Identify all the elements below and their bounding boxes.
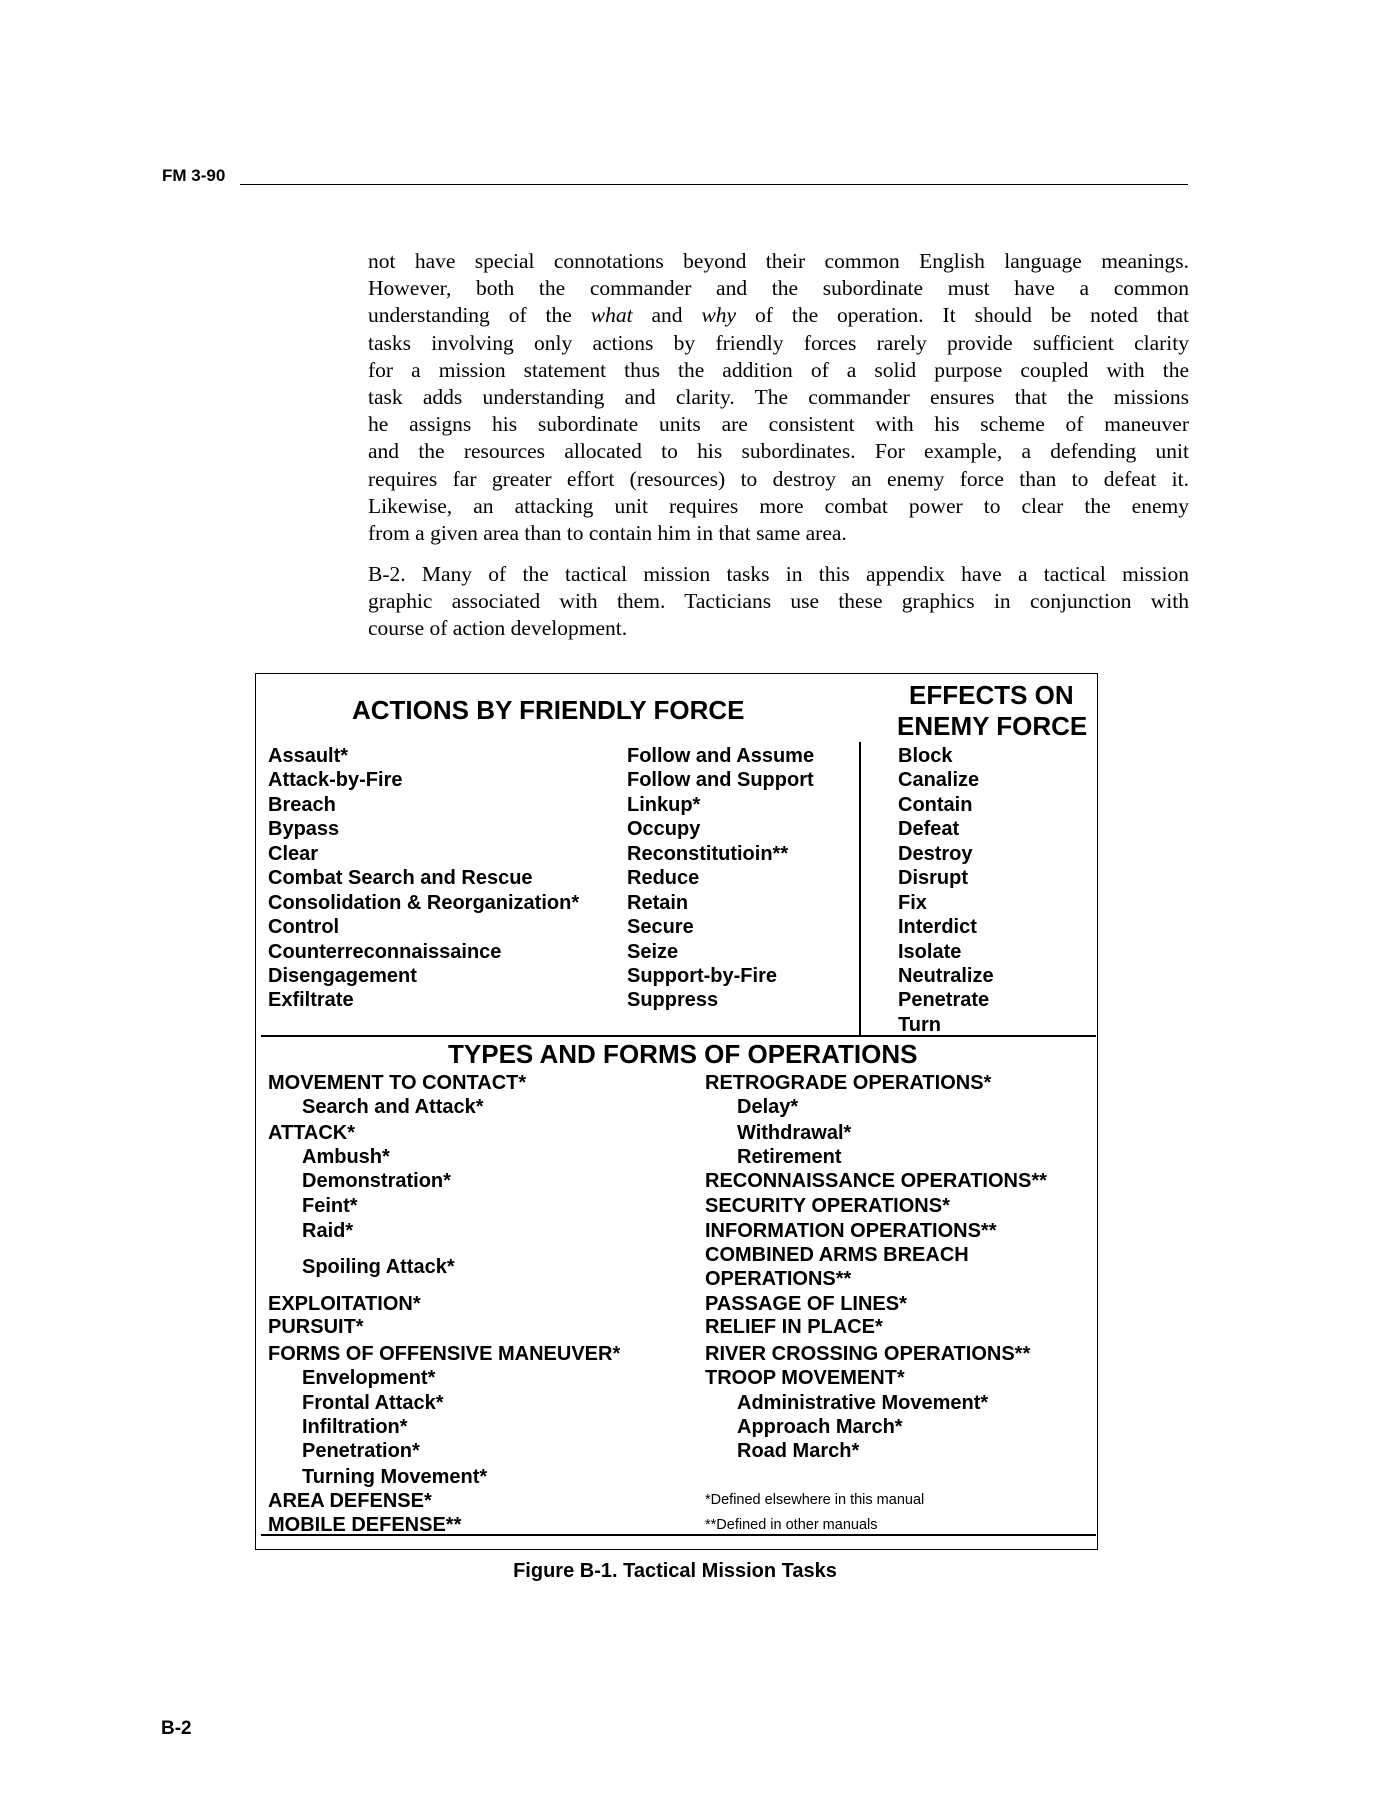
operation-item: MOBILE DEFENSE** — [268, 1514, 462, 1536]
effects-heading-line2: ENEMY FORCE — [897, 711, 1088, 741]
effect-item: Turn — [898, 1014, 941, 1036]
types-heading: TYPES AND FORMS OF OPERATIONS — [448, 1039, 918, 1069]
action-item: Follow and Support — [627, 769, 814, 791]
operation-item: Delay* — [737, 1096, 799, 1118]
operation-item: Demonstration* — [302, 1170, 451, 1192]
text-line: Likewise, an attacking unit requires more combat power to clear the enemy — [368, 493, 1189, 518]
running-header: FM 3-90 — [162, 166, 226, 185]
text-line: course of action development. — [368, 616, 628, 641]
operation-item: RETROGRADE OPERATIONS* — [705, 1072, 992, 1094]
operation-item: Infiltration* — [302, 1416, 408, 1438]
action-item: Control — [268, 916, 340, 938]
operation-item: FORMS OF OFFENSIVE MANEUVER* — [268, 1343, 621, 1365]
action-item: Reduce — [627, 867, 700, 889]
text-line: However, both the commander and the subordinate must have a common — [368, 276, 1189, 301]
effect-item: Isolate — [898, 941, 962, 963]
action-item: Assault* — [268, 745, 349, 767]
text-line: graphic associated with them. Tacticians use these graphics in conjunction with — [368, 589, 1189, 614]
operation-item: Raid* — [302, 1220, 354, 1242]
operation-item: Road March* — [737, 1440, 860, 1462]
emphasis-text: why — [701, 303, 737, 328]
action-item: Breach — [268, 794, 336, 816]
body-paragraph-2 — [368, 561, 1189, 643]
action-item: Counterreconnaissaince — [268, 941, 502, 963]
effect-item: Defeat — [898, 818, 960, 840]
operation-item: Spoiling Attack* — [302, 1256, 455, 1278]
footnote: **Defined in other manuals — [705, 1517, 878, 1533]
footnote: *Defined elsewhere in this manual — [705, 1492, 925, 1508]
action-item: Occupy — [627, 818, 701, 840]
operation-item: Turning Movement* — [302, 1466, 488, 1488]
text-line: B-2. Many of the tactical mission tasks in this appendix have a tactical mission — [368, 562, 1189, 586]
text-line: not have special connotations beyond their common English language meanings. — [368, 249, 1189, 273]
text-segment: understanding of the — [368, 303, 591, 328]
effect-item: Neutralize — [898, 965, 994, 987]
text-line: he assigns his subordinate units are consistent with his scheme of maneuver — [368, 412, 1189, 437]
effect-item: Destroy — [898, 843, 973, 865]
operation-item: EXPLOITATION* — [268, 1293, 421, 1315]
effect-item: Fix — [898, 892, 927, 914]
operation-item: Approach March* — [737, 1416, 903, 1438]
operation-item: PURSUIT* — [268, 1316, 364, 1338]
section-divider — [261, 1035, 1096, 1037]
operation-item: RELIEF IN PLACE* — [705, 1316, 883, 1338]
effects-heading-line1: EFFECTS ON — [909, 680, 1074, 710]
operation-item: Administrative Movement* — [737, 1392, 989, 1414]
text-line: from a given area than to contain him in that same area. — [368, 520, 847, 545]
emphasis-text: what — [590, 303, 633, 328]
actions-heading: ACTIONS BY FRIENDLY FORCE — [352, 695, 745, 725]
operation-item: ATTACK* — [268, 1122, 356, 1144]
text-line: tasks involving only actions by friendly forces rarely provide sufficient clarity — [368, 330, 1189, 355]
text-segment: and — [632, 303, 702, 328]
action-item: Combat Search and Rescue — [268, 867, 533, 889]
action-item: Linkup* — [627, 794, 701, 816]
operation-item: Withdrawal* — [737, 1122, 852, 1144]
action-item: Follow and Assume — [627, 745, 815, 767]
operation-item: Penetration* — [302, 1440, 420, 1462]
text-line: requires far greater effort (resources) to destroy an enemy force than to defeat it. — [368, 466, 1189, 491]
operation-item: MOVEMENT TO CONTACT* — [268, 1072, 527, 1094]
operation-item: OPERATIONS** — [705, 1268, 852, 1290]
effect-item: Block — [898, 745, 953, 767]
action-item: Support-by-Fire — [627, 965, 777, 987]
action-item: Clear — [268, 843, 319, 865]
operation-item: Feint* — [302, 1195, 358, 1217]
action-item: Exfiltrate — [268, 989, 354, 1011]
text-line — [368, 302, 1189, 329]
operation-item: Ambush* — [302, 1146, 390, 1168]
operation-item: RECONNAISSANCE OPERATIONS** — [705, 1170, 1047, 1192]
operation-item: PASSAGE OF LINES* — [705, 1293, 907, 1315]
action-item: Reconstitutioin** — [627, 843, 789, 865]
action-item: Suppress — [627, 989, 719, 1011]
action-item: Seize — [627, 941, 679, 963]
operation-item: RIVER CROSSING OPERATIONS** — [705, 1343, 1031, 1365]
header-rule — [240, 184, 1188, 185]
effect-item: Canalize — [898, 769, 980, 791]
text-line: and the resources allocated to his subordinates. For example, a defending unit — [368, 439, 1189, 464]
effect-item: Penetrate — [898, 989, 990, 1011]
action-item: Disengagement — [268, 965, 417, 987]
body-paragraph-1 — [368, 248, 1189, 547]
action-item: Secure — [627, 916, 694, 938]
operation-item: SECURITY OPERATIONS* — [705, 1195, 950, 1217]
operation-item: Envelopment* — [302, 1367, 436, 1389]
operation-item: Search and Attack* — [302, 1096, 484, 1118]
operation-item: Retirement — [737, 1146, 842, 1168]
operation-item: COMBINED ARMS BREACH — [705, 1244, 969, 1266]
column-divider — [859, 742, 861, 1035]
action-item: Consolidation & Reorganization* — [268, 892, 580, 914]
page-number: B-2 — [161, 1718, 192, 1739]
figure-caption: Figure B-1. Tactical Mission Tasks — [513, 1560, 837, 1582]
text-segment: of the operation. It should be noted that — [736, 303, 1189, 328]
operation-item: Frontal Attack* — [302, 1392, 444, 1414]
effect-item: Disrupt — [898, 867, 968, 889]
operation-item: TROOP MOVEMENT* — [705, 1367, 905, 1389]
action-item: Bypass — [268, 818, 340, 840]
action-item: Retain — [627, 892, 689, 914]
action-item: Attack-by-Fire — [268, 769, 403, 791]
text-line: for a mission statement thus the addition of a solid purpose coupled with the — [368, 357, 1189, 382]
text-line: task adds understanding and clarity. The commander ensures that the missions — [368, 384, 1189, 409]
operation-item: AREA DEFENSE* — [268, 1490, 432, 1512]
operation-item: INFORMATION OPERATIONS** — [705, 1220, 997, 1242]
effect-item: Interdict — [898, 916, 977, 938]
effect-item: Contain — [898, 794, 973, 816]
